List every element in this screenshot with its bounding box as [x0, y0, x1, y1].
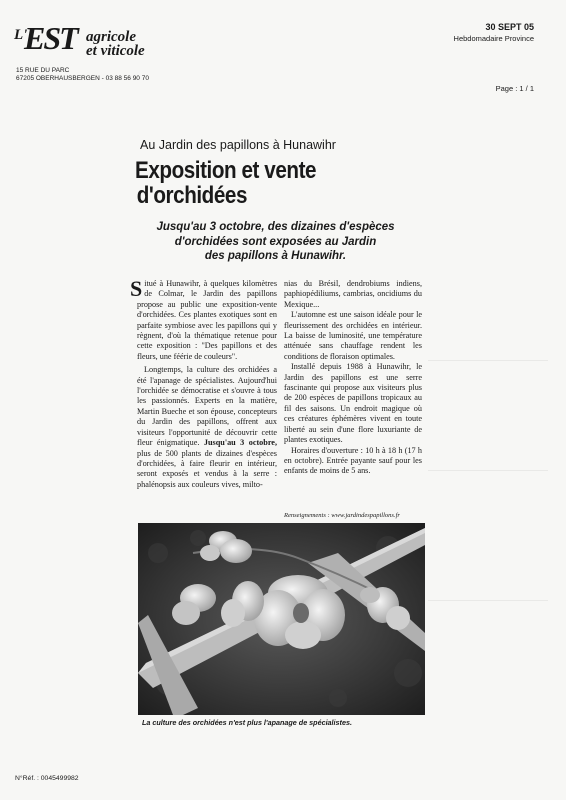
issue-date: 30 SEPT 05: [485, 22, 534, 32]
column1-paragraph-2-text: Longtemps, la culture des orchidées a été l'apanage de spécialistes. Aujourd'hui l'orchidée se démocratise et s'ouvre à tous les passionnés. Experts en la matière, Martin Bueche et son épouse, concepteurs du Jardin des papillons, offrent aux visiteurs l'opportunité de découvrir cette fleur énigmatique.: [137, 365, 277, 448]
publication-frequency: Hebdomadaire Province: [453, 34, 534, 43]
column1-paragraph-1-text: itué à Hunawihr, à quelques kilomètres de Colmar, le Jardin des papillons propose au public une exposition-vente d'orchidées. Ces plantes exotiques sont en parfaite symbiose avec les papillons qui y règnent, d'où la thématique retenue pour cette exposition : "Des papillons et des fleurs, une féérie de couleurs".: [137, 279, 277, 361]
column2-paragraph-0: nias du Brésil, dendrobiums indiens, paphiopédiliums, cambrias, oncidiums du Mexique...: [284, 279, 422, 309]
column2-paragraph-3: Horaires d'ouverture : 10 h à 18 h (17 h en octobre). Entrée payante sauf pour les enfants de moins de 5 ans.: [284, 445, 422, 476]
column1-paragraph-2: [137, 365, 277, 490]
article-column-2: [284, 279, 422, 477]
scan-artifact: [428, 470, 548, 471]
article-column-1: [130, 276, 277, 490]
page-number: Page : 1 / 1: [495, 84, 534, 93]
article-lead: [143, 220, 408, 264]
title-line-1: Exposition et vente: [135, 157, 317, 184]
column1-bold-date: Jusqu'au 3 octobre,: [203, 438, 277, 448]
lead-line-1: Jusqu'au 3 octobre, des dizaines d'espèces: [156, 221, 395, 233]
orchid-photo: [138, 523, 425, 715]
address-city-phone: 67205 OBERHAUSBERGEN - 03 88 56 90 70: [16, 75, 149, 82]
address-street: 15 RUE DU PARC: [16, 67, 70, 74]
logo-line-viticole: et viticole: [86, 43, 145, 59]
title-line-2: d'orchidées: [136, 182, 248, 209]
article-title: [135, 158, 359, 208]
photo-caption: La culture des orchidées n'est plus l'apanage de spécialistes.: [142, 718, 352, 727]
drop-cap: S: [130, 276, 143, 301]
scan-artifact: [428, 360, 548, 361]
column1-paragraph-1: [130, 276, 277, 362]
lead-line-2: d'orchidées sont exposées au Jardin: [174, 235, 377, 248]
scan-artifact: [428, 600, 548, 601]
newspaper-logo: [14, 20, 164, 64]
lead-line-3: des papillons à Hunawihr.: [204, 250, 347, 262]
article-kicker: Au Jardin des papillons à Hunawihr: [140, 138, 336, 152]
reference-number: N°Réf. : 0045499982: [15, 775, 79, 782]
logo-apostrophe: L': [14, 27, 28, 43]
column2-paragraph-1: L'automne est une saison idéale pour le fleurissement des orchidées en intérieur. La baisse de luminosité, une température atténuée sans chauffage rendent les conditions de floraison optimales.: [284, 310, 422, 361]
column2-paragraph-2: Installé depuis 1988 à Hunawihr, le Jardin des papillons est une serre fascinante qui propose aux visiteurs plus de 200 espèces de papillons tropicaux au fil des saisons. Un endroit magique où ces créatures éphémères vivent en toute liberté au sein d'une flore luxuriante de plantes exotiques.: [284, 362, 422, 445]
logo-line-agricole: agricole: [86, 29, 136, 45]
info-link: Renseignements : www.jardindespapillons.fr: [284, 512, 400, 519]
column1-paragraph-2-end: plus de 500 plants de dizaines d'espèces d'orchidées, à faire fleurir en intérieur, seront exposés et vendus à la serre : phalénopsis aux couleurs vives, milto-: [137, 448, 277, 489]
logo-est: EST: [24, 20, 77, 56]
